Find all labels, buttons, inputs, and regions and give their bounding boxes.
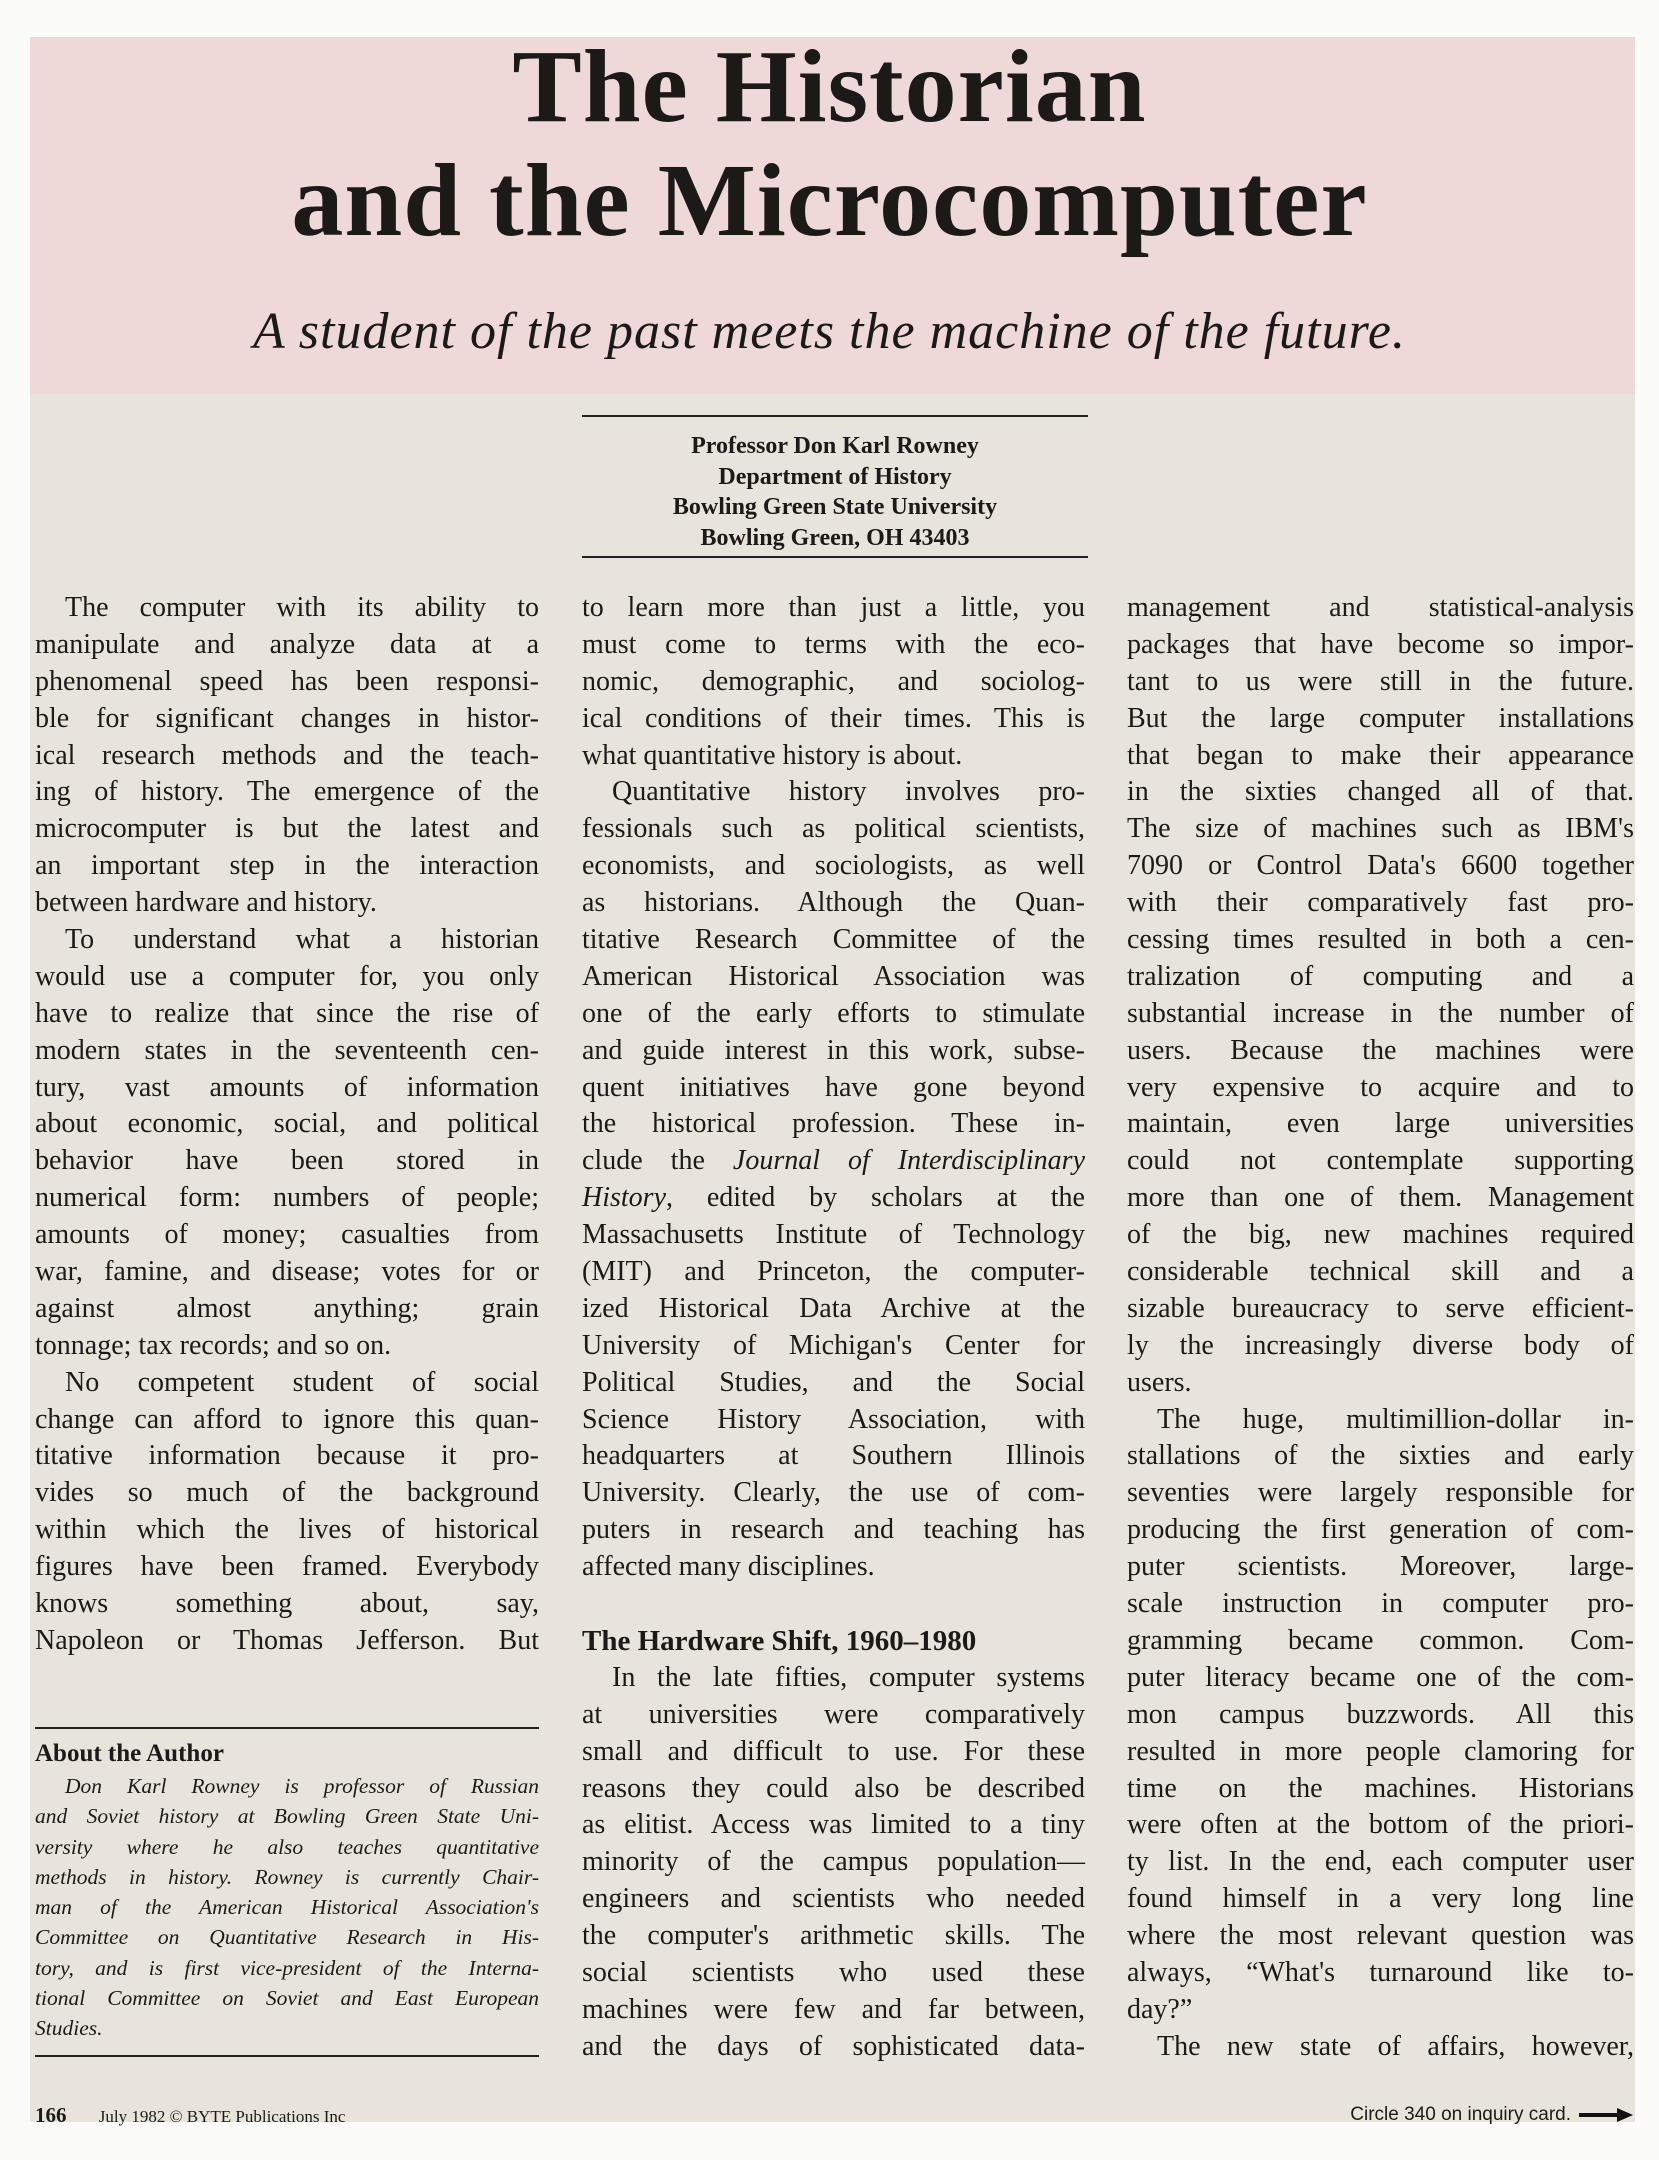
text-line: an important step in the interaction xyxy=(35,850,539,882)
text-line: within which the lives of historical xyxy=(35,1514,539,1546)
text-line: always, “What's turnaround like to- xyxy=(1127,1956,1634,1988)
author-byline xyxy=(582,415,1088,558)
text-line: tury, vast amounts of information xyxy=(35,1071,539,1103)
text-line: between hardware and history. xyxy=(35,887,377,919)
text-column-1 xyxy=(35,590,539,1660)
page-number: 166 xyxy=(35,2103,67,2127)
text-line: ly the increasingly diverse body of xyxy=(1127,1329,1634,1361)
about-text xyxy=(35,1771,539,2044)
text-line: University. Clearly, the use of com- xyxy=(582,1477,1085,1509)
text-line: as historians. Although the Quan- xyxy=(582,887,1085,919)
text-line: scale instruction in computer pro- xyxy=(1127,1588,1634,1620)
text-line: Don Karl Rowney is professor of Russian xyxy=(65,1774,539,1798)
paragraph xyxy=(35,1365,539,1660)
text-line: methods in history. Rowney is currently Chair- xyxy=(35,1864,539,1889)
text-line: at universities were comparatively xyxy=(582,1698,1085,1730)
text-line: 7090 or Control Data's 6600 together xyxy=(1127,850,1634,882)
text-line: substantial increase in the number of xyxy=(1127,997,1634,1029)
paragraph xyxy=(1127,2029,1634,2066)
text-line xyxy=(582,1180,1085,1217)
paragraph xyxy=(1127,590,1634,1402)
text-line: the historical profession. These in- xyxy=(582,1108,1085,1140)
text-line: Political Studies, and the Social xyxy=(582,1366,1085,1398)
arrow-right-icon xyxy=(1579,2108,1633,2122)
text-line: seventies were largely responsible for xyxy=(1127,1477,1634,1509)
text-line: would use a computer for, you only xyxy=(35,960,539,992)
text-line: puter literacy became one of the com- xyxy=(1127,1661,1634,1693)
text-line: versity where he also teaches quantitative xyxy=(35,1834,539,1859)
text-line: puter scientists. Moreover, large- xyxy=(1127,1551,1634,1583)
text-line: manipulate and analyze data at a xyxy=(35,628,539,660)
italic-text: Journal of Interdisciplinary xyxy=(732,1145,1085,1177)
text-line: machines were few and far between, xyxy=(582,1993,1085,2025)
text-segment: , edited by scholars at the xyxy=(666,1182,1085,1214)
text-line: ical conditions of their times. This is xyxy=(582,702,1085,734)
text-line: management and statistical-analysis xyxy=(1127,592,1634,623)
article-title-line-2: and the Microcomputer xyxy=(291,143,1368,258)
text-line: stallations of the sixties and early xyxy=(1127,1440,1634,1472)
text-line: Science History Association, with xyxy=(582,1403,1085,1435)
text-line: (MIT) and Princeton, the computer- xyxy=(582,1256,1085,1288)
text-line: The computer with its ability to xyxy=(65,592,539,623)
text-line: sizable bureaucracy to serve efficient- xyxy=(1127,1292,1634,1324)
text-line: about economic, social, and political xyxy=(35,1108,539,1140)
text-line: titative Research Committee of the xyxy=(582,924,1085,956)
article-title-line-1: The Historian xyxy=(512,29,1147,144)
text-line: The huge, multimillion-dollar in- xyxy=(1157,1403,1634,1435)
text-line: ical research methods and the teach- xyxy=(35,739,539,771)
inquiry-text: Circle 340 on inquiry card. xyxy=(1350,2104,1571,2125)
about-heading: About the Author xyxy=(35,1740,224,1767)
text-line: resulted in more people clamoring for xyxy=(1127,1735,1634,1767)
text-line: ing of history. The emergence of the xyxy=(35,776,539,808)
text-line: figures have been framed. Everybody xyxy=(35,1551,539,1583)
text-line: to learn more than just a little, you xyxy=(582,592,1085,623)
text-line: amounts of money; casualties from xyxy=(35,1219,539,1251)
text-column-2 xyxy=(582,590,1085,2066)
page-footer xyxy=(35,2100,345,2132)
text-line: Massachusetts Institute of Technology xyxy=(582,1219,1085,1251)
text-line: packages that have become so impor- xyxy=(1127,628,1634,660)
text-line: were often at the bottom of the priori- xyxy=(1127,1809,1634,1841)
text-line: numerical form: numbers of people; xyxy=(35,1182,539,1214)
text-line: headquarters at Southern Illinois xyxy=(582,1440,1085,1472)
text-line: affected many disciplines. xyxy=(582,1551,875,1583)
text-line: gramming became common. Com- xyxy=(1127,1624,1634,1656)
text-line xyxy=(582,1143,1085,1180)
text-line: tory, and is first vice-president of the Interna- xyxy=(35,1955,539,1980)
text-column-3 xyxy=(1127,590,1634,2066)
about-the-author-box xyxy=(35,1727,539,2057)
text-line: man of the American Historical Association's xyxy=(35,1895,539,1920)
text-line: Committee on Quantitative Research in His- xyxy=(35,1925,539,1950)
text-line: In the late fifties, computer systems xyxy=(612,1661,1085,1693)
text-line: nomic, demographic, and sociolog- xyxy=(582,665,1085,697)
text-line: very expensive to acquire and to xyxy=(1127,1071,1634,1103)
text-line: what quantitative history is about. xyxy=(582,739,963,771)
text-line: and the days of sophisticated data- xyxy=(582,2030,1085,2062)
text-line: found himself in a very long line xyxy=(1127,1883,1634,1915)
text-line: tant to us were still in the future. xyxy=(1127,665,1634,697)
author-address: Bowling Green, OH 43403 xyxy=(700,524,970,551)
text-line: maintain, even large universities xyxy=(1127,1108,1634,1140)
text-line: tonnage; tax records; and so on. xyxy=(35,1329,392,1361)
text-line: users. Because the machines were xyxy=(1127,1034,1634,1066)
text-line: the computer's arithmetic skills. The xyxy=(582,1920,1085,1952)
text-line: University of Michigan's Center for xyxy=(582,1329,1085,1361)
text-line: have to realize that since the rise of xyxy=(35,997,539,1029)
text-line: cessing times resulted in both a cen- xyxy=(1127,924,1634,956)
text-line: phenomenal speed has been responsi- xyxy=(35,665,539,697)
author-name: Professor Don Karl Rowney xyxy=(691,433,979,459)
text-line: against almost anything; grain xyxy=(35,1292,539,1324)
text-line: quent initiatives have gone beyond xyxy=(582,1071,1085,1103)
text-line: Studies. xyxy=(35,2016,103,2041)
italic-text: History xyxy=(582,1182,666,1214)
text-line: must come to terms with the eco- xyxy=(582,628,1085,660)
text-line: with their comparatively fast pro- xyxy=(1127,887,1634,919)
text-line: Quantitative history involves pro- xyxy=(612,776,1085,808)
text-line: and guide interest in this work, subse- xyxy=(582,1034,1085,1066)
publication-credit: July 1982 © BYTE Publications Inc xyxy=(98,2107,346,2126)
text-line: where the most relevant question was xyxy=(1127,1920,1634,1952)
text-line: No competent student of social xyxy=(65,1366,539,1398)
text-line: as elitist. Access was limited to a tiny xyxy=(582,1809,1085,1841)
text-line: behavior have been stored in xyxy=(35,1145,539,1177)
text-line: puters in research and teaching has xyxy=(582,1514,1085,1546)
text-line: ty list. In the end, each computer user xyxy=(1127,1846,1634,1878)
text-line: To understand what a historian xyxy=(65,924,539,956)
text-line: and Soviet history at Bowling Green State Uni- xyxy=(35,1804,539,1829)
spacer xyxy=(582,1586,1085,1623)
text-line: fessionals such as political scientists, xyxy=(582,813,1085,845)
text-line: considerable technical skill and a xyxy=(1127,1256,1634,1288)
text-line: reasons they could also be described xyxy=(582,1772,1085,1804)
text-line: mon campus buzzwords. All this xyxy=(1127,1698,1634,1730)
text-line: time on the machines. Historians xyxy=(1127,1772,1634,1804)
text-line: change can afford to ignore this quan- xyxy=(35,1403,539,1435)
text-line: The new state of affairs, however, xyxy=(1157,2030,1634,2062)
text-line: small and difficult to use. For these xyxy=(582,1735,1085,1767)
text-line: tralization of computing and a xyxy=(1127,960,1634,992)
text-line: of the big, new machines required xyxy=(1127,1219,1634,1251)
text-line: day?” xyxy=(1127,1993,1193,2025)
paragraph xyxy=(582,774,1085,1586)
text-line: in the sixties changed all of that. xyxy=(1127,776,1634,808)
text-line: producing the first generation of com- xyxy=(1127,1514,1634,1546)
text-line: ble for significant changes in histor- xyxy=(35,702,539,734)
text-line: minority of the campus population— xyxy=(582,1846,1085,1878)
text-line: But the large computer installations xyxy=(1127,702,1634,734)
text-line: ized Historical Data Archive at the xyxy=(582,1292,1085,1324)
article-subtitle: A student of the past meets the machine of the future. xyxy=(252,303,1407,360)
paragraph xyxy=(582,590,1085,774)
paragraph xyxy=(35,922,539,1365)
text-line: The size of machines such as IBM's xyxy=(1127,813,1634,845)
text-line: vides so much of the background xyxy=(35,1477,539,1509)
text-line: modern states in the seventeenth cen- xyxy=(35,1034,539,1066)
text-line: engineers and scientists who needed xyxy=(582,1883,1085,1915)
text-line: more than one of them. Management xyxy=(1127,1182,1634,1214)
text-line: users. xyxy=(1127,1366,1192,1398)
author-university: Bowling Green State University xyxy=(672,494,998,520)
text-line: social scientists who used these xyxy=(582,1956,1085,1988)
text-line: knows something about, say, xyxy=(35,1588,539,1620)
section-heading: The Hardware Shift, 1960–1980 xyxy=(582,1624,977,1657)
text-line: that began to make their appearance xyxy=(1127,739,1634,771)
text-segment: clude the xyxy=(582,1145,733,1177)
text-line: Napoleon or Thomas Jefferson. But xyxy=(35,1624,539,1656)
inquiry-note xyxy=(1350,2100,1633,2130)
text-line: microcomputer is but the latest and xyxy=(35,813,539,845)
text-line: economists, and sociologists, as well xyxy=(582,850,1085,882)
author-department: Department of History xyxy=(718,463,952,490)
text-line: one of the early efforts to stimulate xyxy=(582,997,1085,1029)
paragraph xyxy=(35,590,539,922)
text-line: war, famine, and disease; votes for or xyxy=(35,1256,539,1288)
paragraph xyxy=(582,1660,1085,2066)
text-line: could not contemplate supporting xyxy=(1127,1145,1634,1177)
text-line: tional Committee on Soviet and East European xyxy=(35,1986,539,2011)
text-line: titative information because it pro- xyxy=(35,1440,539,1472)
paragraph xyxy=(1127,1402,1634,2029)
text-line: American Historical Association was xyxy=(582,960,1085,992)
